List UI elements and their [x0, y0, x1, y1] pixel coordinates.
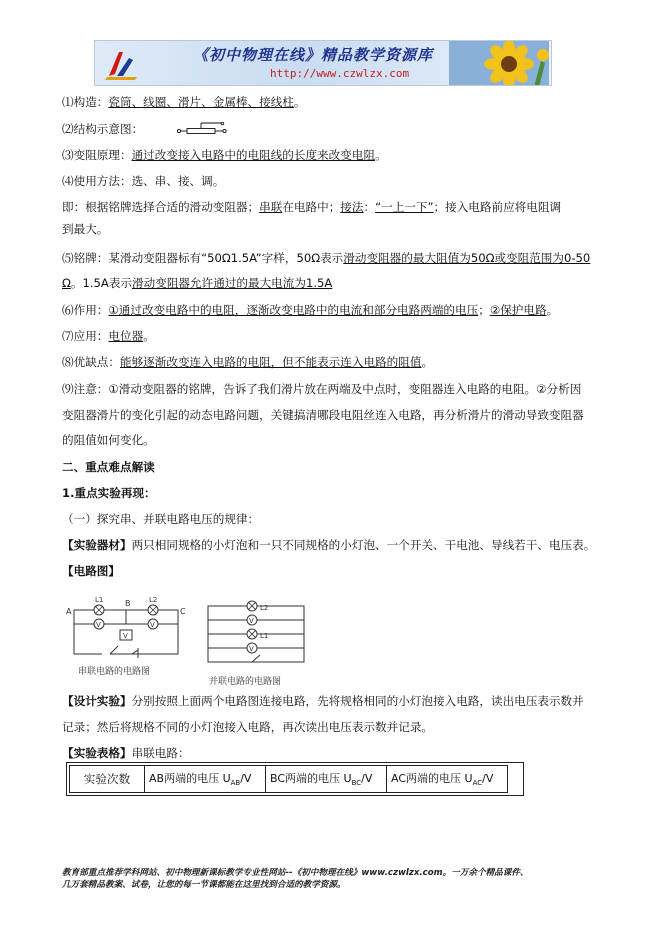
construction-value: 瓷筒、线圈、滑片、金属棒、接线柱	[108, 95, 294, 109]
header-ab-text: AB两端的电压 U	[149, 772, 231, 786]
principle-suffix: 。	[375, 148, 387, 162]
equipment-label: 【实验器材】	[62, 538, 132, 552]
usage-detail-line	[62, 199, 561, 215]
usage-detail-text: 即：根据铭牌选择合适的滑动变阻器；	[62, 200, 260, 214]
site-logo-icon	[103, 44, 141, 82]
experiment-table	[69, 765, 508, 793]
footer-line-1: 教育部重点推荐学科网站、初中物理新课标教学专业性网站--《初中物理在线》www.czwlzx.com。一万余个精品课件、	[62, 868, 529, 878]
header-ac-unit: /V	[482, 772, 494, 786]
nameplate-max-resistance: 滑动变阻器的最大阻值为50Ω或变阻范围为0-50	[343, 251, 591, 265]
node-b-label: B	[125, 599, 131, 608]
svg-text:V: V	[249, 617, 254, 625]
banner-title: 《初中物理在线》精品教学资源库	[193, 46, 434, 64]
subsection-heading: 1.重点实验再现：	[62, 486, 156, 500]
svg-text:V: V	[249, 645, 254, 653]
diagram-label: 【电路图】	[62, 564, 120, 578]
usage-detail-line-2: 到最大。	[62, 222, 109, 236]
table-label-series: 串联电路：	[131, 746, 190, 760]
design-line-2: 记录；然后将规格不同的小灯泡接入电路，再次读出电压表示数并记录。	[62, 720, 434, 734]
pros-cons-suffix: 。	[421, 355, 434, 369]
svg-text:V: V	[96, 621, 101, 629]
construction-label: ⑴构造：	[62, 95, 109, 109]
table-header-ac	[387, 766, 508, 793]
series-caption: 串联电路的电路图	[78, 667, 151, 677]
sunflower-icon	[449, 41, 549, 86]
nameplate-text: ⑸铭牌：某滑动变阻器标有“50Ω1.5A”字样，50Ω表示	[62, 251, 344, 265]
nameplate-line	[62, 250, 590, 266]
usage-one-up-one-down: “一上一下”	[375, 200, 434, 214]
table-label-line	[62, 745, 190, 761]
application-value: 电位器	[108, 329, 144, 343]
usage-detail-text2: 在电路中；	[282, 200, 341, 214]
usage-line: ⑷使用方法：选、串、接、调。	[62, 174, 225, 188]
lamp-l2-label: L2	[149, 596, 158, 604]
page-footer	[62, 867, 529, 891]
function-line	[62, 302, 558, 318]
equipment-line	[62, 537, 595, 553]
parallel-circuit-diagram	[200, 592, 312, 676]
function-suffix: 。	[546, 303, 559, 317]
table-row	[70, 766, 508, 793]
design-text-1: 分别按照上面两个电路图连接电路，先将规格相同的小灯泡接入电路，读出电压表示数并	[131, 694, 584, 708]
header-banner	[94, 40, 552, 86]
note-line-1: ⑼注意：①滑动变阻器的铭牌，告诉了我们滑片放在两端及中点时，变阻器连入电路的电阻。②分析因	[62, 382, 582, 396]
usage-colon: ：	[363, 200, 376, 214]
section-heading: 二、重点难点解读	[62, 460, 155, 474]
application-suffix: 。	[143, 329, 155, 343]
application-label: ⑺应用：	[62, 329, 109, 343]
usage-detail-text3: ；接入电路前应将电阻调	[433, 200, 562, 214]
lamp-l1-label: L1	[95, 596, 104, 604]
note-line-3: 的阻值如何变化。	[62, 433, 155, 447]
principle-line	[62, 147, 387, 163]
equipment-text: 两只相同规格的小灯泡和一只不同规格的小灯泡、一个开关、干电池、导线若干、电压表。	[131, 538, 596, 552]
usage-connection: 接法	[340, 200, 364, 214]
header-ac-text: AC两端的电压 U	[391, 772, 473, 786]
header-bc-text: BC两端的电压 U	[270, 772, 352, 786]
banner-url: http://www.czwlzx.com	[270, 67, 410, 80]
parallel-caption: 并联电路的电路图	[209, 677, 282, 687]
usage-series: 串联	[259, 200, 283, 214]
header-bc-unit: /V	[361, 772, 373, 786]
svg-text:L2: L2	[260, 604, 269, 612]
pros-cons-label: ⑻优缺点：	[62, 355, 120, 369]
function-sep: ；	[478, 303, 490, 317]
svg-text:L1: L1	[260, 632, 269, 640]
footer-line-2: 几万套精品教案、试卷，让您的每一节课都能在这里找到合适的教学资源。	[62, 880, 346, 890]
application-line	[62, 328, 155, 344]
header-bc-sub: BC	[351, 779, 362, 788]
table-header-bc	[266, 766, 387, 793]
table-header-trial: 实验次数	[70, 766, 145, 793]
principle-value: 通过改变接入电路中的电阻线的长度来改变电阻	[131, 148, 376, 162]
pros-cons-value: 能够逐渐改变连入电路的电阻，但不能表示连入电路的阻值	[119, 355, 422, 369]
function-label: ⑹作用：	[62, 303, 109, 317]
function-value-2: ②保护电路	[489, 303, 547, 317]
node-c-label: C	[180, 607, 186, 616]
nameplate-ohm: Ω	[62, 276, 71, 290]
node-a-label: A	[66, 607, 72, 616]
function-value-1: ①通过改变电路中的电阻，逐渐改变电路中的电流和部分电路两端的电压	[108, 303, 479, 317]
table-label: 【实验表格】	[62, 746, 132, 760]
nameplate-line-2	[62, 275, 332, 291]
construction-suffix: 。	[293, 95, 306, 109]
svg-text:V: V	[123, 632, 128, 640]
nameplate-max-current: 滑动变阻器允许通过的最大电流为1.5A	[132, 276, 333, 290]
header-ab-sub: AB	[230, 779, 241, 788]
header-ab-unit: /V	[240, 772, 252, 786]
table-header-ab	[145, 766, 266, 793]
note-line-2: 变阻器滑片的变化引起的动态电路问题，关键搞清哪段电阻丝连入电路，再分析滑片的滑动导致变阻器	[62, 408, 584, 422]
structure-diagram-label: ⑵结构示意图：	[62, 122, 144, 136]
header-ac-sub: AC	[472, 779, 483, 788]
svg-text:V: V	[150, 621, 155, 629]
construction-line	[62, 94, 306, 110]
rheostat-symbol-icon	[177, 122, 227, 138]
nameplate-text2: 。1.5A表示	[70, 276, 133, 290]
pros-cons-line	[62, 354, 433, 370]
design-line-1	[62, 693, 584, 709]
design-label: 【设计实验】	[62, 694, 132, 708]
principle-label: ⑶变阻原理：	[62, 148, 132, 162]
experiment-title: （一）探究串、并联电路电压的规律：	[62, 512, 260, 526]
